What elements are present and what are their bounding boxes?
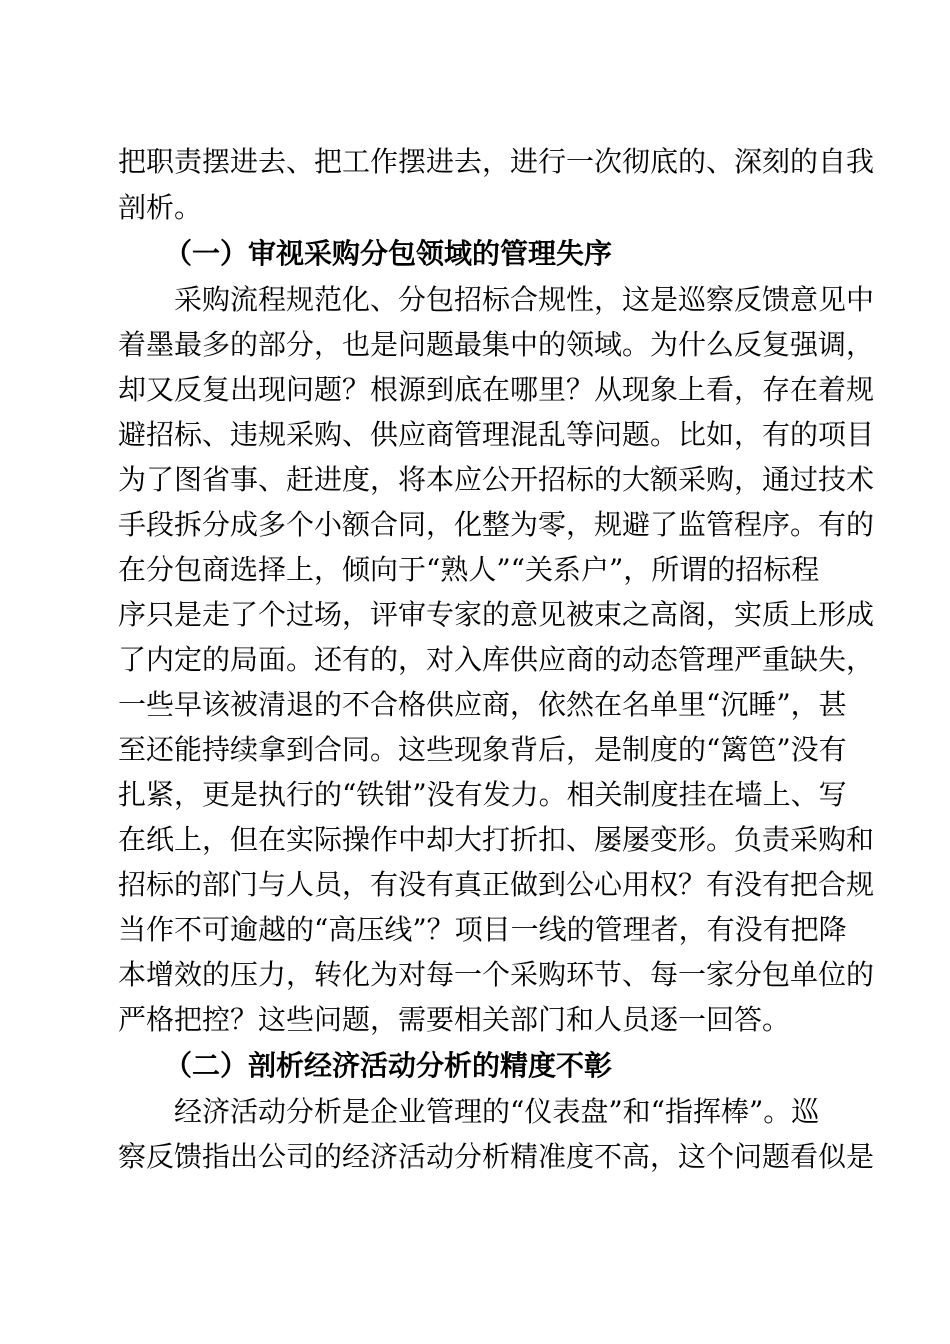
body-text-line: 了内定的局面。还有的，对入库供应商的动态管理严重缺失，: [118, 643, 875, 676]
body-text-line: 为了图省事、赶进度，将本应公开招标的大额采购，通过技术: [118, 463, 875, 496]
body-text-line: 采购流程规范化、分包招标合规性，这是巡察反馈意见中: [174, 283, 875, 316]
body-text-line: 扎紧，更是执行的“铁钳”没有发力。相关制度挂在墙上、写: [118, 778, 847, 811]
section-heading-2: （二）剖析经济活动分析的精度不彰: [164, 1049, 613, 1082]
body-text-line: 招标的部门与人员，有没有真正做到公心用权？有没有把合规: [118, 868, 875, 901]
body-text-line: 在纸上，但在实际操作中却大打折扣、屡屡变形。负责采购和: [118, 823, 875, 856]
body-text-line: 一些早该被清退的不合格供应商，依然在名单里“沉睡”，甚: [118, 688, 847, 721]
body-text-line: 剖析。: [118, 191, 203, 224]
body-text-line: 察反馈指出公司的经济活动分析精准度不高，这个问题看似是: [118, 1140, 875, 1173]
body-text-line: 至还能持续拿到合同。这些现象背后，是制度的“篱笆”没有: [118, 733, 847, 766]
body-text-line: 当作不可逾越的“高压线”？项目一线的管理者，有没有把降: [118, 913, 847, 946]
body-text-line: 手段拆分成多个小额合同，化整为零，规避了监管程序。有的: [118, 508, 875, 541]
body-text-line: 避招标、违规采购、供应商管理混乱等问题。比如，有的项目: [118, 418, 875, 451]
body-text-line: 着墨最多的部分，也是问题最集中的领域。为什么反复强调，: [118, 328, 875, 361]
body-text-line: 却又反复出现问题？根源到底在哪里？从现象上看，存在着规: [118, 373, 875, 406]
body-text-line: 本增效的压力，转化为对每一个采购环节、每一家分包单位的: [118, 958, 875, 991]
body-text-line: 经济活动分析是企业管理的“仪表盘”和“指挥棒”。巡: [174, 1095, 820, 1128]
body-text-line: 序只是走了个过场，评审专家的意见被束之高阁，实质上形成: [118, 598, 875, 631]
body-text-line: 严格把控？这些问题，需要相关部门和人员逐一回答。: [118, 1003, 791, 1036]
body-text-line: 在分包商选择上，倾向于“熟人”“关系户”，所谓的招标程: [118, 553, 820, 586]
section-heading-1: （一）审视采购分包领域的管理失序: [164, 237, 613, 270]
body-text-line: 把职责摆进去、把工作摆进去，进行一次彻底的、深刻的自我: [118, 145, 875, 178]
